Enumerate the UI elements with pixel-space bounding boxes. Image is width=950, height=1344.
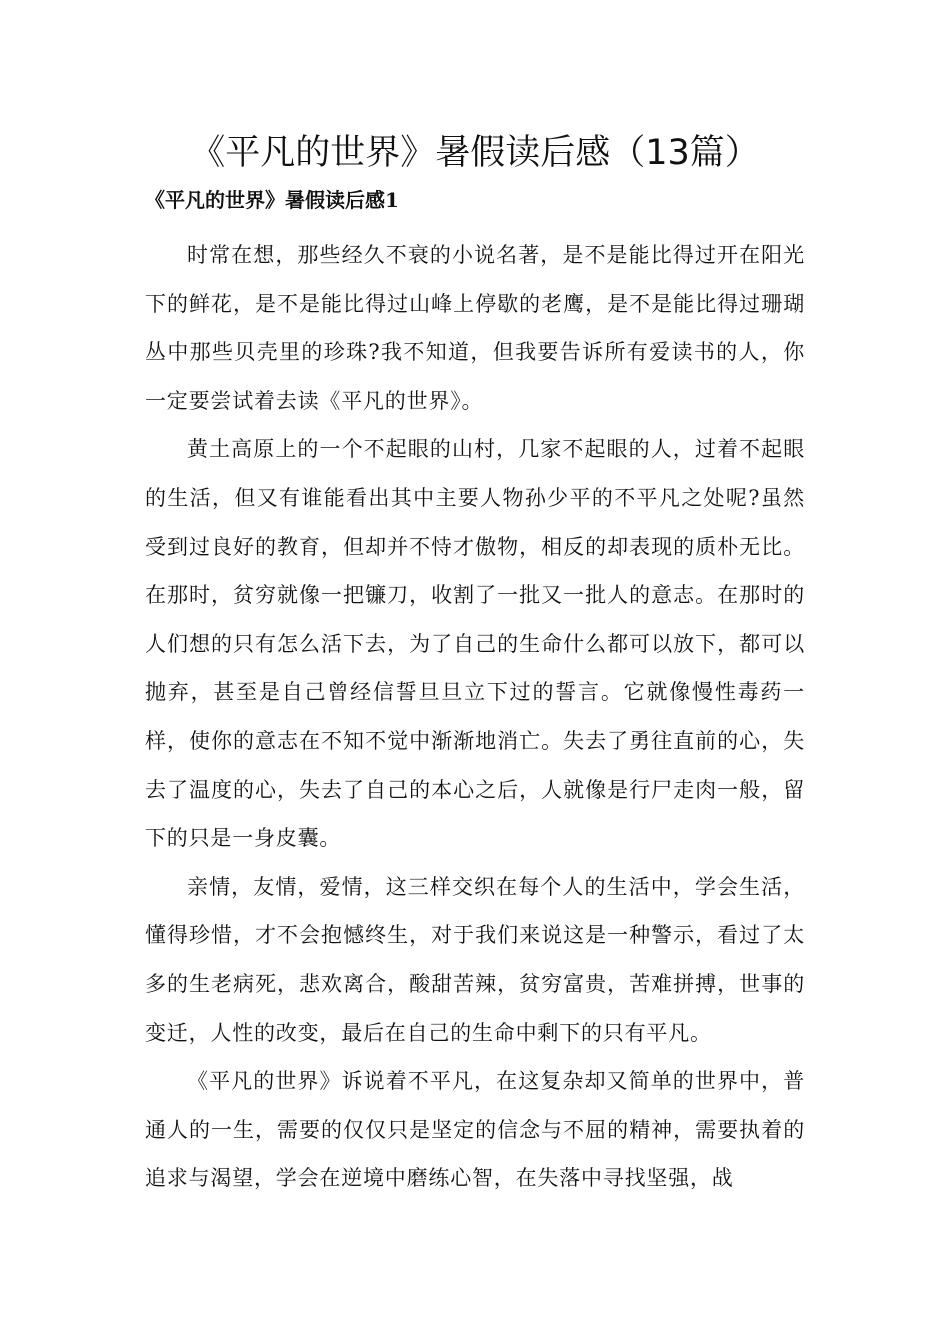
paragraph: 黄土高原上的一个不起眼的山村，几家不起眼的人，过着不起眼的生活，但又有谁能看出其中主要人物孙少平的不平凡之处呢?虽然受到过良好的教育，但却并不恃才傲物，相反的却表现的质朴无比。在那时，贫穷就像一把镰刀，收割了一批又一批人的意志。在那时的人们想的只有怎么活下去，为了自己的生命什么都可以放下，都可以抛弃，甚至是自己曾经信誓旦旦立下过的誓言。它就像慢性毒药一样，使你的意志在不知不觉中渐渐地消亡。失去了勇往直前的心，失去了温度的心，失去了自己的本心之后，人就像是行尸走肉一般，留下的只是一身皮囊。 xyxy=(145,437,805,851)
section-heading: 《平凡的世界》暑假读后感1 xyxy=(145,188,399,212)
paragraph: 亲情，友情，爱情，这三样交织在每个人的生活中，学会生活，懂得珍惜，才不会抱憾终生，对于我们来说这是一种警示，看过了太多的生老病死，悲欢离合，酸甜苦辣，贫穷富贵，苦难拼搏，世事的变迁，人性的改变，最后在自己的生命中剩下的只有平凡。 xyxy=(145,874,805,1045)
document-body xyxy=(145,231,805,1203)
paragraph: 时常在想，那些经久不衰的小说名著，是不是能比得过开在阳光下的鲜花，是不是能比得过山峰上停歇的老鹰，是不是能比得过珊瑚丛中那些贝壳里的珍珠?我不知道，但我要告诉所有爱读书的人，你一定要尝试着去读《平凡的世界》。 xyxy=(145,243,805,413)
paragraph: 《平凡的世界》诉说着不平凡，在这复杂却又简单的世界中，普通人的一生，需要的仅仅只是坚定的信念与不屈的精神，需要执着的追求与渴望，学会在逆境中磨练心智，在失落中寻找坚强，战 xyxy=(145,1069,805,1191)
document-title: 《平凡的世界》暑假读后感（13篇） xyxy=(190,133,760,173)
